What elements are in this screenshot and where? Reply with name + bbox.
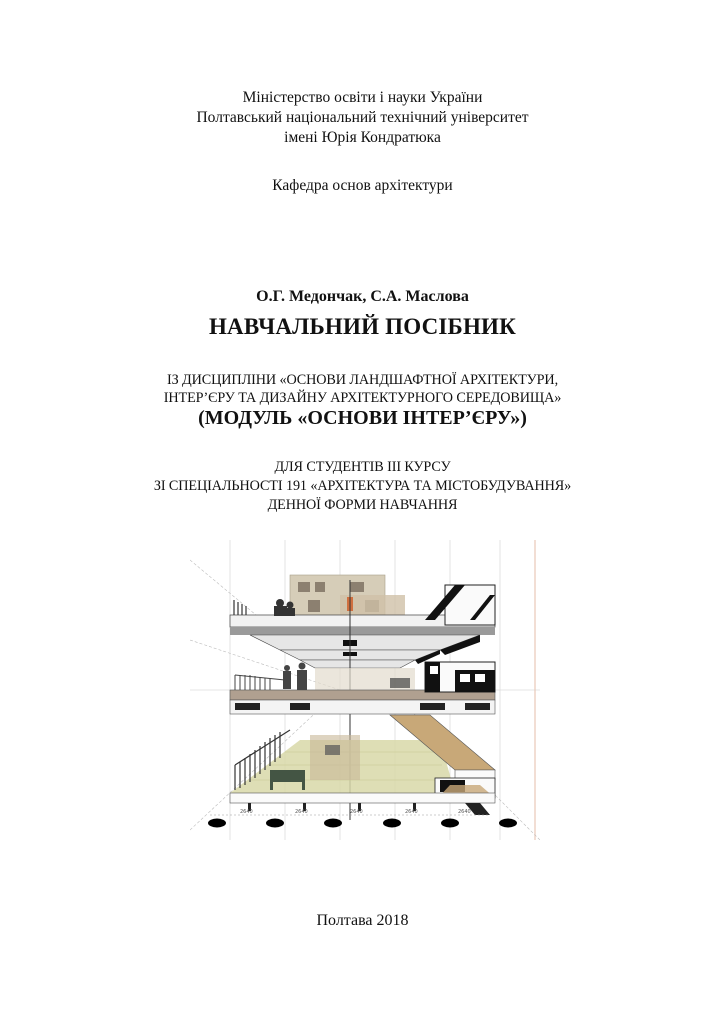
dimension-label: 2640 <box>295 809 308 815</box>
department-name: Кафедра основ архітектури <box>272 177 453 194</box>
module-title: (МОДУЛЬ «ОСНОВИ ІНТЕР’ЄРУ») <box>198 407 527 429</box>
audience-line-1: ДЛЯ СТУДЕНТІВ ІІІ КУРСУ <box>274 459 451 475</box>
authors: О.Г. Медончак, С.А. Маслова <box>256 288 469 305</box>
audience-line-3: ДЕННОЇ ФОРМИ НАВЧАННЯ <box>267 497 458 513</box>
dimension-label: 2640 <box>405 809 418 815</box>
dimension-label: 2640 <box>240 809 253 815</box>
architectural-section-illustration <box>190 540 540 840</box>
discipline-line-1: ІЗ ДИСЦИПЛІНИ «ОСНОВИ ЛАНДШАФТНОЇ АРХІТЕКТУРИ, <box>166 372 559 388</box>
document-title: НАВЧАЛЬНИЙ ПОСІБНИК <box>208 314 517 339</box>
audience-line-2: ЗІ СПЕЦІАЛЬНОСТІ 191 «АРХІТЕКТУРА ТА МІСТОБУДУВАННЯ» <box>153 478 572 494</box>
university-name: Полтавський національний технічний університет <box>196 109 529 126</box>
dimension-label: 2640 <box>458 809 471 815</box>
university-named-after: імені Юрія Кондратюка <box>284 129 441 146</box>
dimension-label: 2640 <box>350 809 363 815</box>
discipline-line-2: ІНТЕР’ЄРУ ТА ДИЗАЙНУ АРХІТЕКТУРНОГО СЕРЕДОВИЩА» <box>163 390 562 406</box>
city-year: Полтава 2018 <box>316 912 409 929</box>
ministry-name: Міністерство освіти і науки України <box>242 89 483 106</box>
